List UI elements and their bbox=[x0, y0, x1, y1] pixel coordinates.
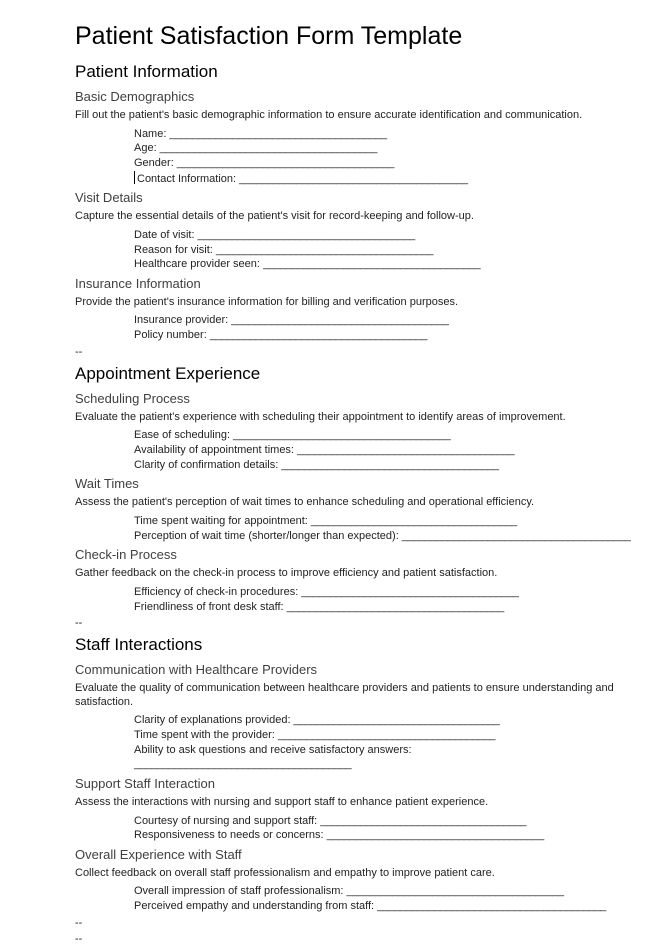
field-label: Responsiveness to needs or concerns: bbox=[134, 829, 324, 842]
field-label: Time spent with the provider: bbox=[134, 728, 275, 741]
field-group bbox=[75, 428, 654, 472]
blank-line: ______________________________________ bbox=[215, 243, 434, 256]
field-label: Efficiency of check-in procedures: bbox=[134, 585, 299, 598]
subsection-heading-support-staff-interaction: Support Staff Interaction bbox=[75, 776, 215, 792]
subsection-description: Capture the essential details of the patient's visit for record-keeping and follow-up. bbox=[75, 210, 474, 223]
field-group bbox=[75, 313, 654, 342]
form-field-line bbox=[134, 814, 654, 829]
blank-line: ______________________________________ bbox=[231, 314, 449, 327]
field-label: Gender: bbox=[134, 156, 174, 169]
blank-line: ______________________________________ bbox=[233, 429, 451, 442]
field-label: Availability of appointment times: bbox=[134, 444, 294, 457]
field-group bbox=[75, 585, 654, 614]
field-label: Contact Information: bbox=[137, 172, 237, 185]
field-group bbox=[75, 884, 654, 913]
subsection-heading-overall-experience-with-staff: Overall Experience with Staff bbox=[75, 846, 242, 862]
subsection-heading-scheduling-process: Scheduling Process bbox=[75, 390, 190, 406]
section-heading-patient-information: Patient Information bbox=[75, 62, 218, 81]
form-field-line bbox=[134, 243, 654, 258]
field-label: Policy number: bbox=[134, 329, 207, 342]
subsection-heading-basic-demographics: Basic Demographics bbox=[75, 89, 195, 104]
field-group bbox=[75, 814, 654, 843]
section-divider: -- bbox=[75, 916, 83, 929]
blank-line: ______________________________________ bbox=[134, 758, 352, 771]
field-label: Age: bbox=[134, 142, 157, 155]
form-field-line bbox=[134, 514, 654, 529]
subsection-description: Provide the patient's insurance information for billing and verification purposes. bbox=[75, 295, 459, 308]
form-field-line bbox=[134, 156, 654, 171]
subsection-description: Assess the patient's perception of wait times to enhance scheduling and operational efficiency. bbox=[75, 496, 535, 509]
form-field-line bbox=[134, 728, 654, 743]
subsection-description: Collect feedback on overall staff professionalism and empathy to improve patient care. bbox=[75, 866, 495, 879]
section-heading-staff-interactions: Staff Interactions bbox=[75, 635, 203, 655]
subsection-heading-wait-times: Wait Times bbox=[75, 476, 139, 492]
blank-line: ______________________________________ bbox=[281, 458, 499, 471]
subsection-heading-communication-with-healthcare-providers: Communication with Healthcare Providers bbox=[75, 662, 318, 678]
field-label: Clarity of confirmation details: bbox=[134, 458, 279, 471]
field-label: Overall impression of staff professionalism: bbox=[134, 885, 344, 898]
blank-line: ________________________________________ bbox=[401, 529, 631, 542]
blank-line: ______________________________________ bbox=[297, 444, 515, 457]
form-field-line bbox=[134, 828, 654, 843]
field-group bbox=[75, 514, 654, 543]
section-divider: -- bbox=[75, 617, 83, 630]
field-label: Perceived empathy and understanding from staff: bbox=[134, 900, 375, 913]
blank-line: ______________________________________ bbox=[262, 258, 481, 271]
field-label: Time spent waiting for appointment: bbox=[134, 514, 308, 527]
blank-line: ______________________________________ bbox=[169, 127, 387, 140]
text-cursor bbox=[134, 171, 135, 184]
blank-line: ______________________________________ bbox=[301, 585, 519, 598]
field-label: Date of visit: bbox=[134, 228, 195, 241]
form-field-line bbox=[134, 458, 654, 473]
field-label: Ease of scheduling: bbox=[134, 429, 231, 442]
form-field-line bbox=[134, 529, 654, 544]
form-field-line bbox=[134, 743, 654, 772]
field-group bbox=[75, 127, 654, 187]
form-field-line bbox=[134, 313, 654, 328]
field-label: Courtesy of nursing and support staff: bbox=[134, 814, 318, 827]
subsection-description: Fill out the patient's basic demographic information to ensure accurate identification and communication. bbox=[75, 109, 583, 121]
section-heading-appointment-experience: Appointment Experience bbox=[75, 363, 261, 383]
form-field-line bbox=[134, 428, 654, 443]
blank-line: ____________________________________ bbox=[293, 714, 500, 727]
blank-line: ________________________________________ bbox=[239, 172, 468, 185]
blank-line: ____________________________________ bbox=[310, 514, 517, 527]
field-label: Ability to ask questions and receive satisfactory answers: bbox=[134, 743, 412, 756]
blank-line: ______________________________________ bbox=[197, 228, 415, 241]
blank-line: ________________________________________ bbox=[377, 900, 606, 913]
blank-line: ______________________________________ bbox=[159, 142, 377, 155]
field-label: Perception of wait time (shorter/longer than expected): bbox=[134, 529, 399, 542]
subsection-description: Gather feedback on the check-in process to improve efficiency and patient satisfaction. bbox=[75, 567, 498, 580]
subsection-heading-check-in-process: Check-in Process bbox=[75, 547, 177, 563]
form-field-line bbox=[134, 899, 654, 914]
subsection-description: Evaluate the quality of communication between healthcare providers and patients to ensure understanding and satisfaction. bbox=[75, 682, 614, 708]
trailing-divider: -- bbox=[75, 932, 83, 945]
blank-line: ______________________________________ bbox=[176, 156, 395, 169]
form-field-line bbox=[134, 228, 654, 243]
blank-line: ______________________________________ bbox=[209, 329, 428, 342]
field-label: Name: bbox=[134, 127, 167, 140]
subsection-description: Evaluate the patient's experience with scheduling their appointment to identify areas of improvement. bbox=[75, 410, 566, 423]
form-field-line bbox=[134, 713, 654, 728]
form-field-line bbox=[134, 328, 654, 343]
form-field-line bbox=[134, 600, 654, 615]
form-field-line bbox=[134, 171, 654, 187]
form-field-line bbox=[134, 141, 654, 156]
blank-line: ______________________________________ bbox=[326, 829, 544, 842]
document-title: Patient Satisfaction Form Template bbox=[75, 22, 463, 50]
blank-line: ______________________________________ bbox=[277, 728, 496, 741]
field-group bbox=[75, 713, 654, 772]
section-divider: -- bbox=[75, 345, 83, 358]
field-label: Reason for visit: bbox=[134, 243, 213, 256]
field-group bbox=[75, 228, 654, 272]
form-field-line bbox=[134, 127, 654, 142]
form-field-line bbox=[134, 257, 654, 272]
field-label: Insurance provider: bbox=[134, 314, 229, 327]
subsection-heading-visit-details: Visit Details bbox=[75, 190, 143, 206]
subsection-description: Assess the interactions with nursing and support staff to enhance patient experience. bbox=[75, 796, 489, 809]
subsection-heading-insurance-information: Insurance Information bbox=[75, 275, 201, 291]
blank-line: ______________________________________ bbox=[286, 600, 504, 613]
form-field-line bbox=[134, 884, 654, 899]
form-field-line bbox=[134, 443, 654, 458]
field-label: Friendliness of front desk staff: bbox=[134, 600, 284, 613]
field-label: Healthcare provider seen: bbox=[134, 258, 260, 271]
form-field-line bbox=[134, 585, 654, 600]
blank-line: ____________________________________ bbox=[320, 814, 527, 827]
blank-line: ______________________________________ bbox=[346, 885, 564, 898]
field-label: Clarity of explanations provided: bbox=[134, 714, 291, 727]
